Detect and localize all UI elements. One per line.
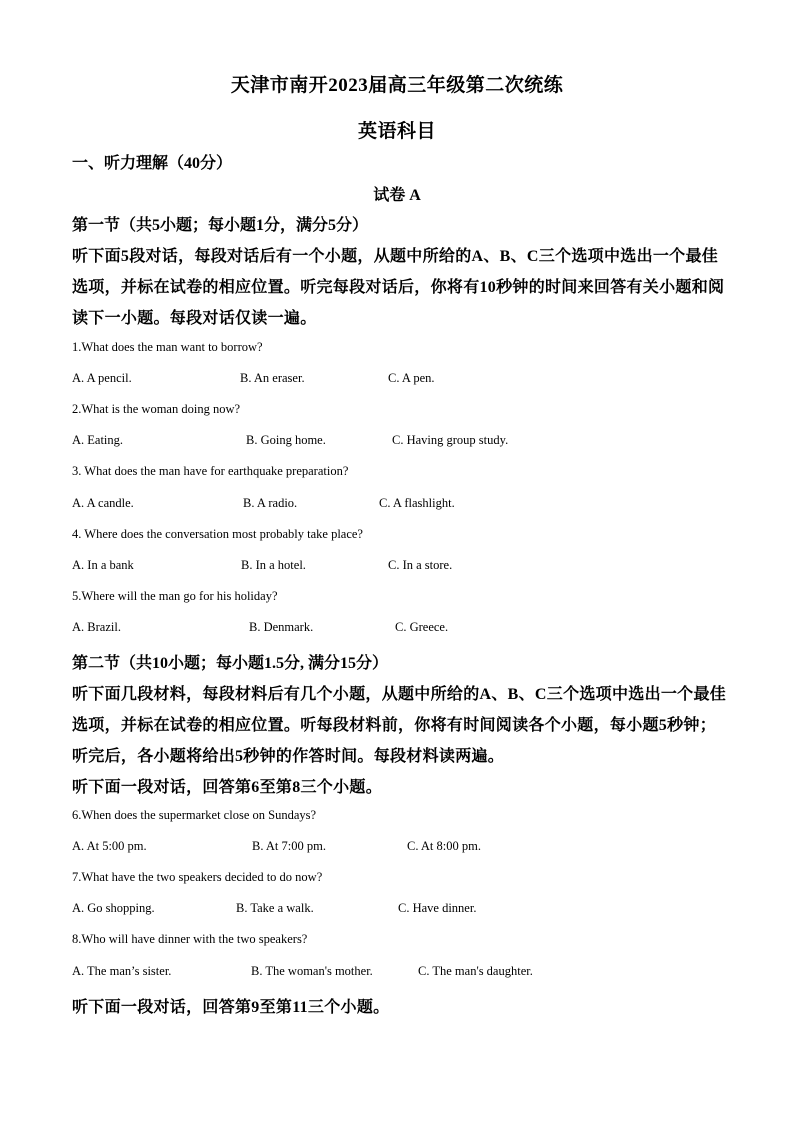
question-6: 6.When does the supermarket close on Sundays? <box>72 808 317 822</box>
section2-instruction-line: 听完后，各小题将给出5秒钟的作答时间。每段材料读两遍。 <box>72 748 505 765</box>
option-c: C. A flashlight. <box>379 496 455 510</box>
option-b: B. A radio. <box>243 496 298 510</box>
paper-label: 试卷 A <box>373 187 421 204</box>
question-1: 1.What does the man want to borrow? <box>72 340 263 354</box>
option-c: C. In a store. <box>388 558 453 572</box>
section1-instruction-line: 读下一小题。每段对话仅读一遍。 <box>72 310 317 327</box>
question-7: 7.What have the two speakers decided to do now? <box>72 870 323 884</box>
question-2: 2.What is the woman doing now? <box>72 402 241 416</box>
dialogue-intro: 听下面一段对话，回答第6至第8三个小题。 <box>72 779 383 796</box>
option-a: A. Brazil. <box>72 620 121 634</box>
section1-instruction-line: 选项，并标在试卷的相应位置。听完每段对话后，你将有10秒钟的时间来回答有关小题和阅 <box>72 279 725 296</box>
section1-heading: 第一节（共5小题；每小题1分，满分5分） <box>72 217 369 234</box>
question-3: 3. What does the man have for earthquake preparation? <box>72 464 349 478</box>
question-8: 8.Who will have dinner with the two speakers? <box>72 932 308 946</box>
option-b: B. In a hotel. <box>241 558 306 572</box>
option-b: B. Denmark. <box>249 620 314 634</box>
option-a: A. A candle. <box>72 496 134 510</box>
option-c: C. Having group study. <box>392 433 509 447</box>
exam-title: 天津市南开2023届高三年级第二次统练 <box>230 75 564 96</box>
option-a: A. Eating. <box>72 433 124 447</box>
option-a: A. A pencil. <box>72 371 132 385</box>
question-4: 4. Where does the conversation most probably take place? <box>72 527 363 541</box>
option-a: A. At 5:00 pm. <box>72 839 147 853</box>
option-c: C. A pen. <box>388 371 435 385</box>
option-a: A. The man’s sister. <box>72 964 172 978</box>
option-c: C. Greece. <box>395 620 449 634</box>
dialogue-intro: 听下面一段对话，回答第9至第11三个小题。 <box>72 999 390 1016</box>
section2-instruction-line: 听下面几段材料，每段材料后有几个小题，从题中所给的A、B、C三个选项中选出一个最佳 <box>72 686 727 703</box>
option-c: C. At 8:00 pm. <box>407 839 481 853</box>
section1-instruction-line: 听下面5段对话，每段对话后有一个小题，从题中所给的A、B、C三个选项中选出一个最佳 <box>72 248 719 265</box>
section2-heading: 第二节（共10小题；每小题1.5分, 满分15分） <box>72 655 389 672</box>
option-a: A. Go shopping. <box>72 901 155 915</box>
option-c: C. The man's daughter. <box>418 964 533 978</box>
option-c: C. Have dinner. <box>398 901 477 915</box>
option-b: B. Take a walk. <box>236 901 314 915</box>
subject-title: 英语科目 <box>357 121 436 142</box>
option-b: B. The woman's mother. <box>251 964 373 978</box>
question-5: 5.Where will the man go for his holiday? <box>72 589 278 603</box>
option-a: A. In a bank <box>72 558 134 572</box>
option-b: B. Going home. <box>246 433 326 447</box>
part-heading: 一、听力理解（40分） <box>72 155 233 172</box>
option-b: B. At 7:00 pm. <box>252 839 326 853</box>
section2-instruction-line: 选项，并标在试卷的相应位置。听每段材料前，你将有时间阅读各个小题，每小题5秒钟； <box>72 717 717 734</box>
option-b: B. An eraser. <box>240 371 305 385</box>
